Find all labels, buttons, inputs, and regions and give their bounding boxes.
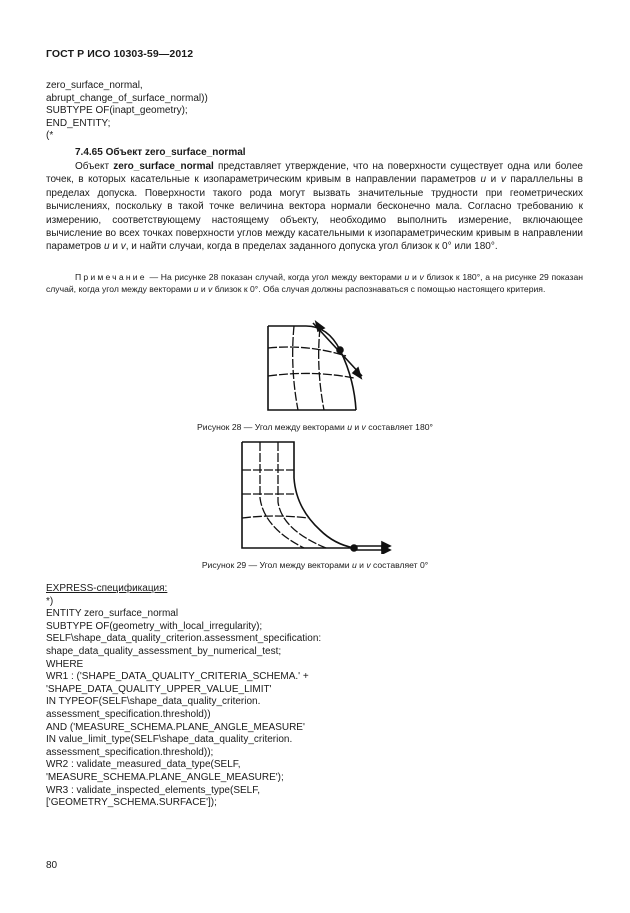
surface-boundary	[268, 326, 356, 410]
note-text: и	[409, 272, 420, 282]
var-v: v	[500, 174, 506, 186]
surface-curved-edge	[242, 442, 354, 548]
para-text: и	[109, 241, 121, 253]
var-u: u	[104, 241, 110, 253]
para-text: , и найти случаи, когда в пределах заданного допуска угол близок к 0° или 180°.	[125, 241, 498, 253]
section-number: 7.4.65	[75, 147, 103, 158]
code-line: abrupt_change_of_surface_normal))	[46, 92, 208, 104]
para-text: параллельны в пределах допуска. Поверхности такого рода могут вызвать значительные трудности при геометрических вычислениях, поскольку в такой точке величина вектора нормали бесконечно мала. Согласно требованию к измерению, соответствующему настоящему объекту, необходимо выполнить измерение, включающее вычисление во всех точках поверхности углов между касательными к изопараметрическим кривым в направлении параметров	[46, 174, 583, 253]
code-line: (*	[46, 130, 54, 142]
iso-curve-v	[278, 442, 326, 548]
figure-28-diagram	[258, 318, 368, 418]
code-line: ['GEOMETRY_SCHEMA.SURFACE']);	[46, 797, 217, 809]
caption-text: составляет 0°	[370, 560, 429, 570]
code-line: shape_data_quality_assessment_by_numerical_test;	[46, 645, 282, 657]
var-v: v	[120, 241, 126, 253]
surface-boundary	[242, 442, 354, 548]
code-line: 'SHAPE_DATA_QUALITY_UPPER_VALUE_LIMIT'	[46, 683, 272, 695]
para-text: представляет утверждение, что на поверхности существует одна или более точек, в которых касательные к изопараметрическим кривым в направлении параметров	[46, 161, 583, 186]
section-title-prefix: Объект	[105, 147, 145, 158]
section-heading	[75, 147, 246, 158]
code-line: IN TYPEOF(SELF\shape_data_quality_criterion.	[46, 696, 261, 708]
iso-curve-u	[268, 373, 354, 378]
iso-curve-v	[293, 326, 298, 410]
arrow-head	[353, 368, 361, 378]
singular-point	[351, 545, 357, 551]
code-line: ENTITY zero_surface_normal	[46, 608, 179, 620]
code-line: WR3 : validate_inspected_elements_type(SELF,	[46, 784, 261, 796]
express-label: EXPRESS-спецификация:	[46, 583, 168, 594]
var-v: v	[208, 284, 213, 294]
code-line: SUBTYPE OF(inapt_geometry);	[46, 105, 188, 117]
para-text: и	[486, 174, 501, 186]
para-text: Объект	[75, 161, 114, 172]
note-text: близок к 180°, а на рисунке 29 показан случай, когда угол между векторами	[46, 272, 583, 294]
figure-28-caption	[0, 422, 630, 432]
var-u: u	[193, 284, 199, 294]
figure-29-caption	[0, 560, 630, 570]
var-u: u	[351, 560, 357, 570]
page-number: 80	[46, 860, 58, 871]
note-label: Примечание	[75, 272, 147, 282]
singular-point	[337, 347, 343, 353]
code-line: assessment_specification.threshold))	[46, 708, 211, 720]
var-u: u	[347, 422, 352, 432]
note-paragraph	[46, 271, 583, 295]
entity-name: zero_surface_normal	[113, 161, 214, 172]
caption-text: составляет 180°	[365, 422, 433, 432]
var-v: v	[419, 272, 424, 282]
caption-text: и	[356, 560, 367, 570]
note-text: и	[198, 284, 209, 294]
code-line: AND ('MEASURE_SCHEMA.PLANE_ANGLE_MEASURE'	[46, 721, 305, 733]
iso-curve-v	[319, 328, 324, 410]
var-u: u	[480, 174, 487, 186]
caption-text: Рисунок 28 — Угол между векторами	[197, 422, 348, 432]
code-line: SELF\shape_data_quality_criterion.assessment_specification:	[46, 633, 322, 645]
code-line: zero_surface_normal,	[46, 80, 143, 91]
var-v: v	[361, 422, 366, 432]
code-line: WR2 : validate_measured_data_type(SELF,	[46, 759, 241, 771]
note-text: близок к 0°. Оба случая должны распознаваться с помощью настоящего критерия.	[212, 284, 546, 294]
code-line: SUBTYPE OF(geometry_with_local_irregularity);	[46, 620, 263, 632]
note-text: — На рисунке 28 показан случай, когда угол между векторами	[146, 272, 405, 282]
code-block-bottom	[46, 583, 321, 810]
code-line: WR1 : ('SHAPE_DATA_QUALITY_CRITERIA_SCHEMA.' +	[46, 671, 309, 683]
code-line: END_ENTITY;	[46, 117, 111, 129]
code-line: assessment_specification.threshold));	[46, 746, 214, 758]
caption-text: Рисунок 29 — Угол между векторами	[201, 560, 352, 570]
section-entity: zero_surface_normal	[144, 147, 246, 158]
iso-curve-u	[242, 516, 308, 518]
var-v: v	[366, 560, 371, 570]
code-line: 'MEASURE_SCHEMA.PLANE_ANGLE_MEASURE');	[46, 771, 284, 783]
var-u: u	[404, 272, 410, 282]
code-line: *)	[46, 595, 54, 607]
figure-29-diagram	[234, 438, 394, 554]
surface-curved-edge	[268, 326, 356, 410]
code-line: IN value_limit_type(SELF\shape_data_quality_criterion.	[46, 734, 293, 746]
caption-text: и	[351, 422, 362, 432]
document-header: ГОСТ Р ИСО 10303-59—2012	[46, 48, 194, 60]
iso-curve-u	[268, 347, 346, 356]
body-paragraph	[46, 160, 583, 254]
code-block-top	[46, 80, 208, 143]
code-line: WHERE	[46, 658, 84, 670]
